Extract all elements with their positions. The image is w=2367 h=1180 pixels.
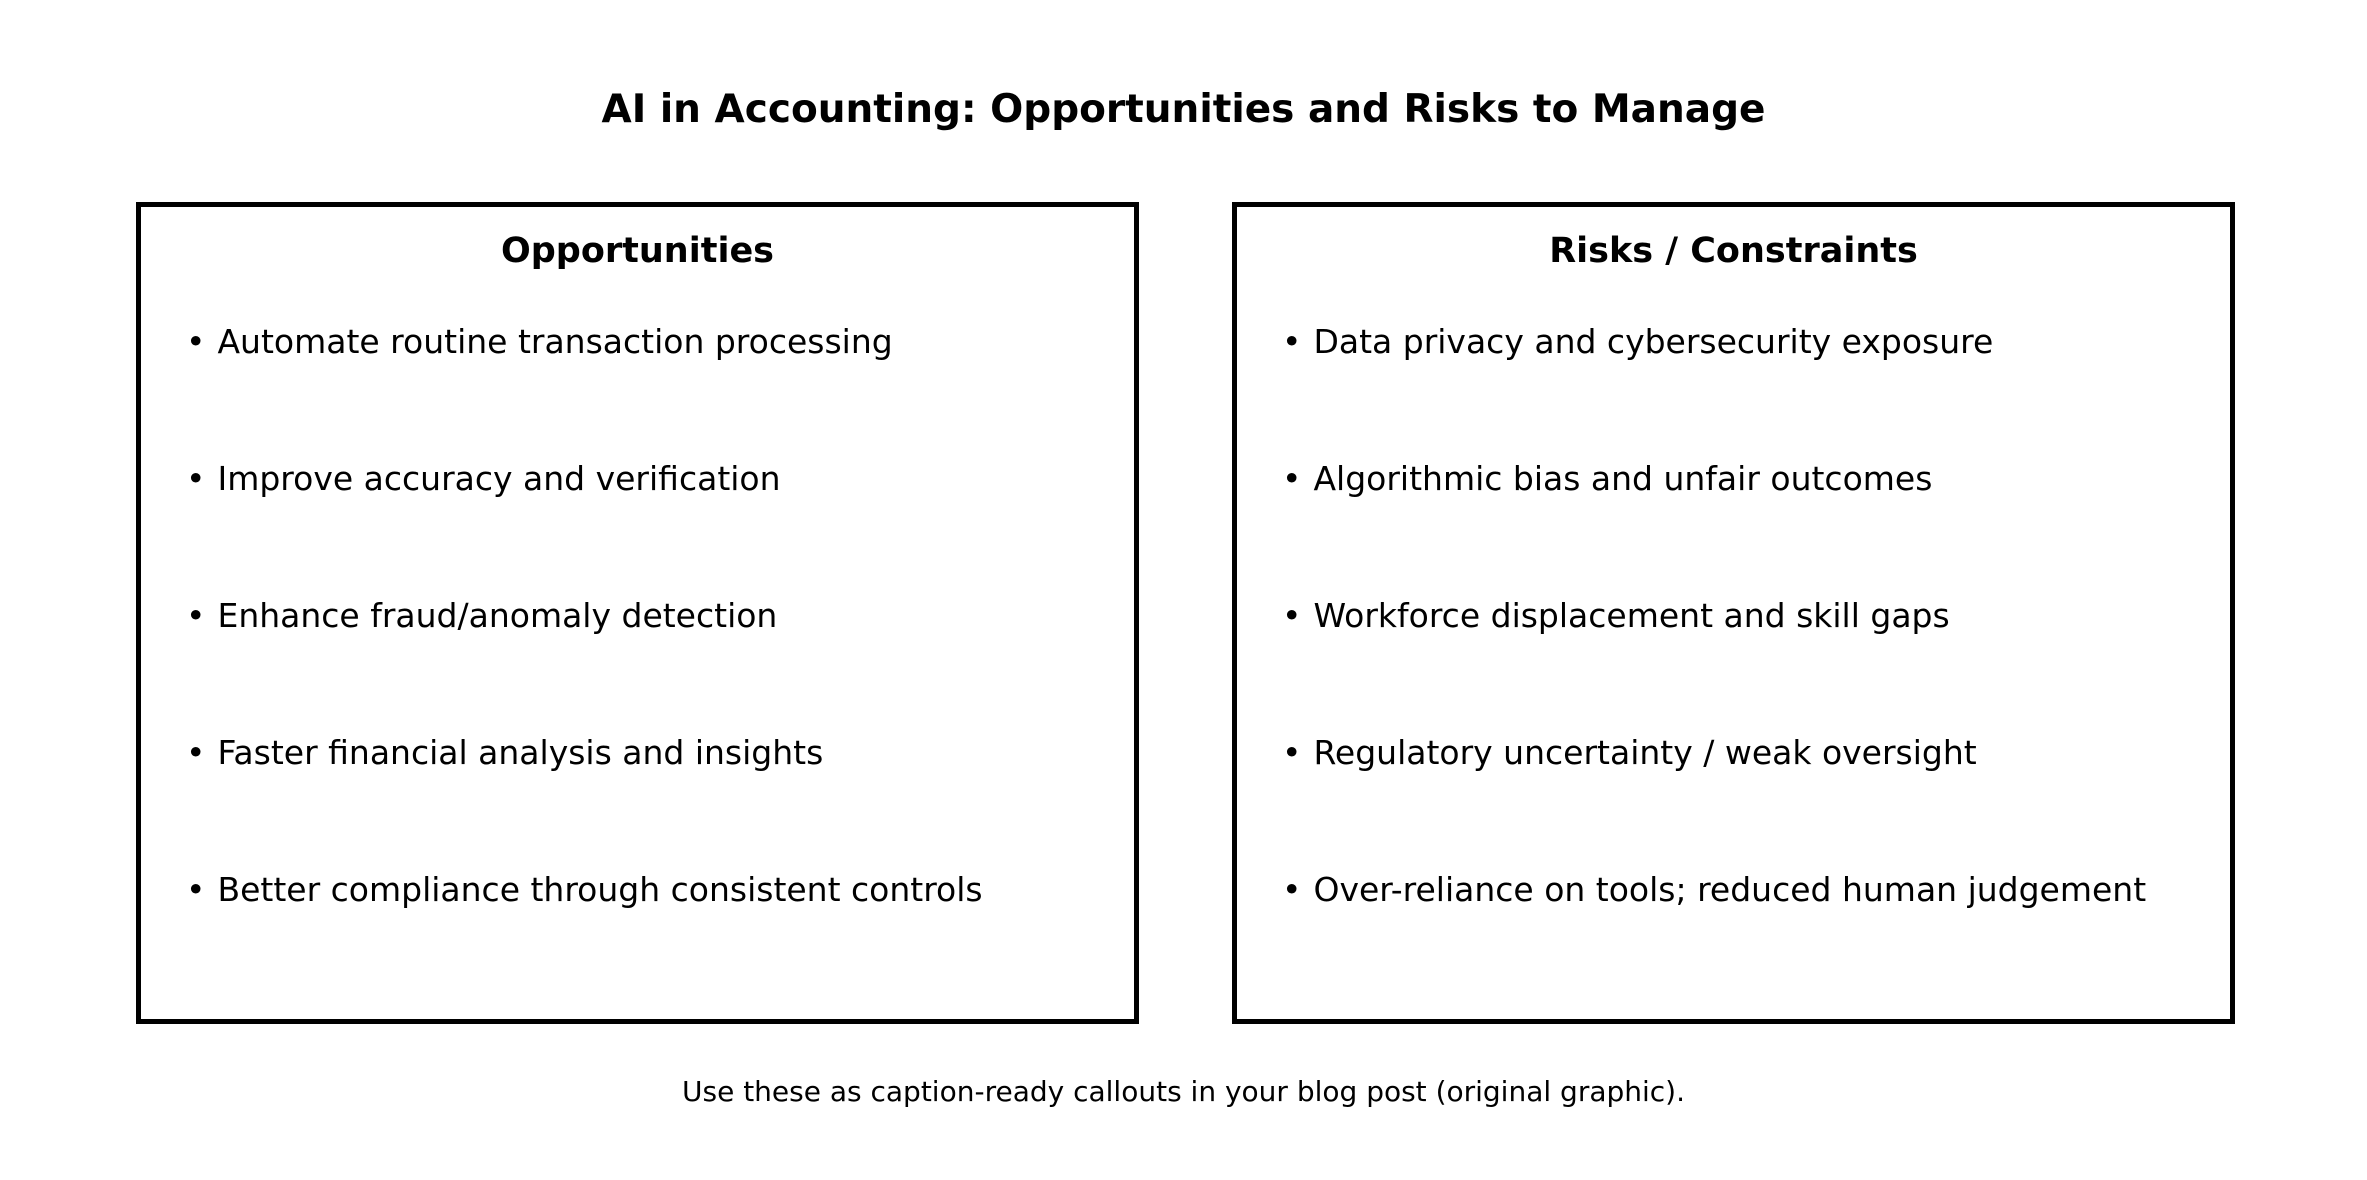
opportunities-heading: Opportunities	[500, 231, 775, 271]
risk-item	[1282, 868, 2146, 912]
opportunity-item	[186, 868, 983, 912]
opportunity-item-text: Automate routine transaction processing	[217, 322, 893, 361]
risks-panel	[1232, 202, 2235, 1024]
risk-item	[1282, 320, 1993, 364]
opportunity-item	[186, 320, 893, 364]
risk-item	[1282, 731, 1977, 775]
risk-item-text: Algorithmic bias and unfair outcomes	[1313, 459, 1933, 498]
bullet-icon: •	[1282, 733, 1302, 772]
opportunity-item-text: Enhance fraud/anomaly detection	[217, 596, 778, 635]
risk-item	[1282, 594, 1950, 638]
bullet-icon: •	[1282, 322, 1302, 361]
bullet-icon: •	[186, 870, 206, 909]
bullet-icon: •	[186, 322, 206, 361]
bullet-icon: •	[186, 733, 206, 772]
bullet-icon: •	[1282, 596, 1302, 635]
opportunity-item	[186, 457, 781, 501]
risk-item-text: Data privacy and cybersecurity exposure	[1313, 322, 1994, 361]
risks-heading: Risks / Constraints	[1549, 231, 1918, 271]
opportunities-panel	[136, 202, 1139, 1024]
risk-item-text: Regulatory uncertainty / weak oversight	[1313, 733, 1977, 772]
diagram-title: AI in Accounting: Opportunities and Risks to Manage	[601, 87, 1766, 132]
bullet-icon: •	[186, 596, 206, 635]
risk-item-text: Workforce displacement and skill gaps	[1313, 596, 1950, 635]
risk-item-text: Over-reliance on tools; reduced human judgement	[1313, 870, 2147, 909]
bullet-icon: •	[1282, 870, 1302, 909]
opportunity-item-text: Better compliance through consistent controls	[217, 870, 983, 909]
opportunity-item-text: Faster financial analysis and insights	[217, 733, 824, 772]
bullet-icon: •	[186, 459, 206, 498]
opportunity-item	[186, 594, 777, 638]
footer-caption: Use these as caption-ready callouts in your blog post (original graphic).	[681, 1075, 1686, 1108]
opportunity-item-text: Improve accuracy and verification	[217, 459, 781, 498]
bullet-icon: •	[1282, 459, 1302, 498]
risk-item	[1282, 457, 1932, 501]
opportunity-item	[186, 731, 823, 775]
